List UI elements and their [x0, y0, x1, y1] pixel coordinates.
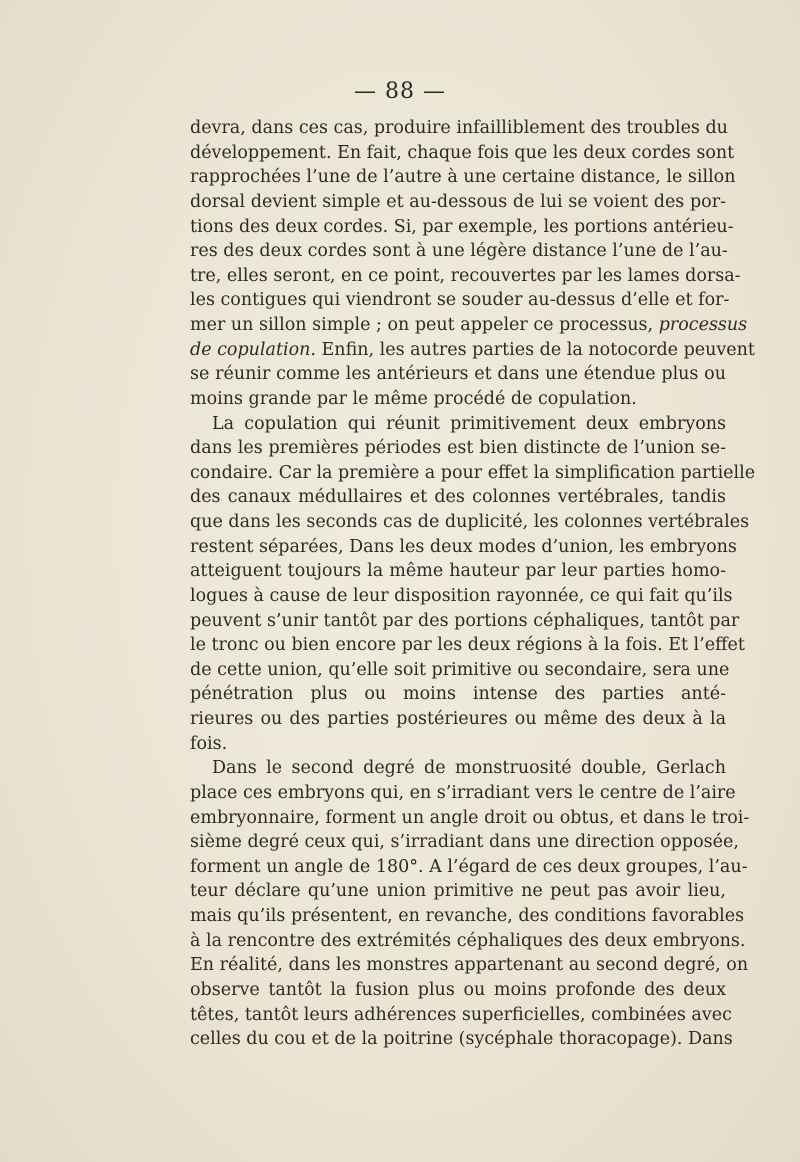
paragraph-start-line: Dans le second degré de monstruosité double, Gerlach	[212, 758, 726, 779]
text-line: forment un angle de 180°. A l’égard de ces deux groupes, l’au-	[190, 856, 748, 877]
text-line: En réalité, dans les monstres appartenant au second degré, on	[190, 955, 749, 976]
text-line: teur déclare qu’une union primitive ne peut pas avoir lieu,	[190, 881, 726, 902]
body-text	[190, 116, 756, 1052]
italic-term: processus	[658, 315, 748, 335]
text-line: dans les premières périodes est bien distincte de l’union se-	[190, 438, 726, 459]
paragraph-end-line: moins grande par le même procédé de copulation.	[190, 388, 637, 409]
text-line: peuvent s’unir tantôt par des portions céphaliques, tantôt par	[190, 610, 740, 631]
text-line: place ces embryons qui, en s’irradiant vers le centre de l’aire	[190, 782, 736, 803]
text-line: que dans les seconds cas de duplicité, les colonnes vertébrales	[190, 512, 750, 532]
text-line-with-italic	[190, 338, 755, 363]
text-line: rapprochées l’une de l’autre à une certaine distance, le sillon	[190, 167, 736, 188]
text-line-with-italic	[190, 313, 748, 338]
text-line: rieures ou des parties postérieures ou même des deux à la	[190, 709, 726, 729]
text-line: restent séparées, Dans les deux modes d’union, les embryons	[190, 536, 737, 557]
text-line: têtes, tantôt leurs adhérences superficielles, combinées avec	[190, 1004, 732, 1025]
text-segment: mer un sillon simple ; on peut appeler ce processus,	[190, 315, 654, 335]
text-line: res des deux cordes sont à une légère distance l’une de l’au-	[190, 241, 728, 262]
text-line: devra, dans ces cas, produire infailliblement des troubles du	[190, 118, 728, 138]
text-line: mais qu’ils présentent, en revanche, des conditions favorables	[190, 906, 745, 926]
text-line: sième degré ceux qui, s’irradiant dans une direction opposée,	[190, 832, 739, 853]
text-line: logues à cause de leur disposition rayonnée, ce qui fait qu’ils	[190, 585, 733, 606]
text-line: atteiguent toujours la même hauteur par leur parties homo-	[190, 561, 726, 582]
text-line: se réunir comme les antérieurs et dans une étendue plus ou	[190, 364, 726, 385]
italic-term: de copulation.	[190, 339, 316, 360]
text-line: dorsal devient simple et au-dessous de lui se voient des por-	[190, 191, 726, 212]
text-line: pénétration plus ou moins intense des parties anté-	[190, 684, 726, 705]
text-line: les contigues qui viendront se souder au-dessus d’elle et for-	[190, 290, 730, 311]
text-line: à la rencontre des extrémités céphaliques des deux embryons.	[190, 930, 746, 951]
text-line: de cette union, qu’elle soit primitive ou secondaire, sera une	[190, 659, 730, 680]
paragraph-start-line: La copulation qui réunit primitivement deux embryons	[212, 413, 726, 434]
text-line: des canaux médullaires et des colonnes vertébrales, tandis	[190, 487, 726, 508]
text-segment: Enfin, les autres parties de la notocorde peuvent	[315, 339, 755, 360]
text-line: celles du cou et de la poitrine (sycéphale thoracopage). Dans	[190, 1029, 733, 1050]
text-line: tions des deux cordes. Si, par exemple, les portions antérieu-	[190, 216, 734, 237]
text-line: tre, elles seront, en ce point, recouvertes par les lames dorsa-	[190, 265, 741, 286]
paragraph-end-line: fois.	[190, 733, 228, 754]
text-line: observe tantôt la fusion plus ou moins profonde des deux	[190, 979, 726, 1000]
text-line: développement. En fait, chaque fois que les deux cordes sont	[190, 142, 735, 163]
text-line: le tronc ou bien encore par les deux régions à la fois. Et l’effet	[190, 635, 745, 656]
page-number: — 88 —	[354, 79, 446, 104]
text-line: condaire. Car la première a pour effet la simplification partielle	[190, 462, 756, 483]
text-line: embryonnaire, forment un angle droit ou obtus, et dans le troi-	[190, 807, 750, 828]
